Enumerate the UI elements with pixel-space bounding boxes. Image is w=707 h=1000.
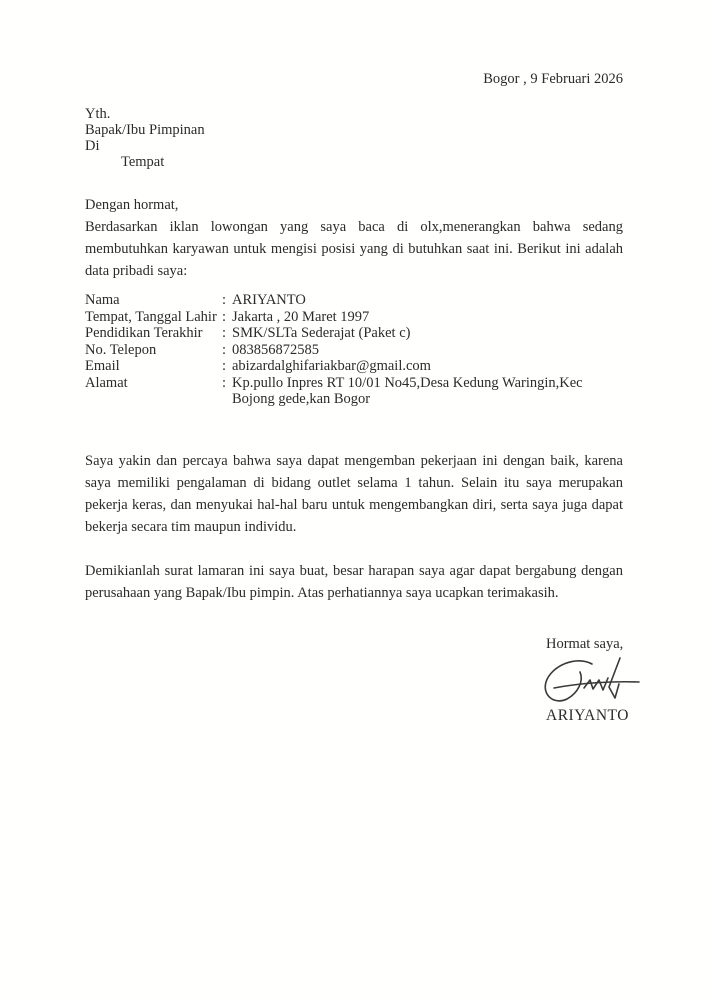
- signature-name: ARIYANTO: [546, 706, 629, 724]
- data-colon: :: [222, 374, 227, 391]
- data-value: abizardalghifariakbar@gmail.com: [232, 358, 431, 374]
- table-row: [85, 375, 623, 408]
- table-row: [85, 342, 623, 359]
- closing-paragraph: Demikianlah surat lamaran ini saya buat, besar harapan saya agar dapat bergabung dengan perusahaan yang Bapak/Ibu pimpin. Atas perhatiannya saya ucapkan terimakasih.: [85, 562, 623, 601]
- signature-block: [546, 634, 656, 726]
- table-row: [85, 309, 623, 326]
- salutation-and-opening: [85, 194, 623, 282]
- data-value: ARIYANTO: [232, 292, 306, 308]
- recipient-line: Tempat: [121, 154, 165, 170]
- data-colon: :: [222, 308, 227, 325]
- data-label: Email: [85, 358, 120, 374]
- data-value: Jakarta , 20 Maret 1997: [232, 308, 370, 325]
- opening-paragraph: Berdasarkan iklan lowongan yang saya baca di olx,menerangkan bahwa sedang membutuhkan karyawan untuk mengisi posisi yang di butuhkan saat ini. Berikut ini adalah data pribadi saya:: [85, 219, 623, 279]
- recipient-block: [85, 106, 623, 170]
- handwritten-signature-icon: [540, 656, 644, 706]
- recipient-line: Bapak/Ibu Pimpinan: [85, 122, 205, 138]
- signature-closing: Hormat saya,: [546, 635, 624, 652]
- table-row: [85, 325, 623, 342]
- data-value: 083856872585: [232, 341, 319, 358]
- table-row: [85, 358, 623, 375]
- data-colon: :: [222, 292, 227, 308]
- data-colon: :: [222, 325, 227, 341]
- data-label: Nama: [85, 292, 120, 308]
- data-colon: :: [222, 341, 227, 358]
- salutation: Dengan hormat,: [85, 197, 179, 213]
- data-colon: :: [222, 358, 227, 374]
- data-label: Pendidikan Terakhir: [85, 325, 203, 341]
- personal-data-table: [85, 292, 623, 408]
- data-label: Tempat, Tanggal Lahir: [85, 308, 217, 325]
- letter-date: Bogor , 9 Februari 2026: [483, 71, 623, 87]
- recipient-line: Yth.: [85, 106, 111, 122]
- data-value: SMK/SLTa Sederajat (Paket c): [232, 325, 411, 341]
- data-label: Alamat: [85, 374, 128, 391]
- data-value: Kp.pullo Inpres RT 10/01 No45,Desa Kedung Waringin,Kec Bojong gede,kan Bogor: [232, 374, 583, 407]
- body-paragraph: Saya yakin dan percaya bahwa saya dapat mengemban pekerjaan ini dengan baik, karena saya memiliki pengalaman di bidang outlet selama 1 tahun. Selain itu saya merupakan pekerja keras, dan menyukai hal-hal baru untuk mengembangkan diri, serta saya juga dapat bekerja secara tim maupun individu.: [85, 452, 623, 535]
- recipient-line: Di: [85, 138, 100, 154]
- data-label: No. Telepon: [85, 341, 157, 358]
- table-row: [85, 292, 623, 309]
